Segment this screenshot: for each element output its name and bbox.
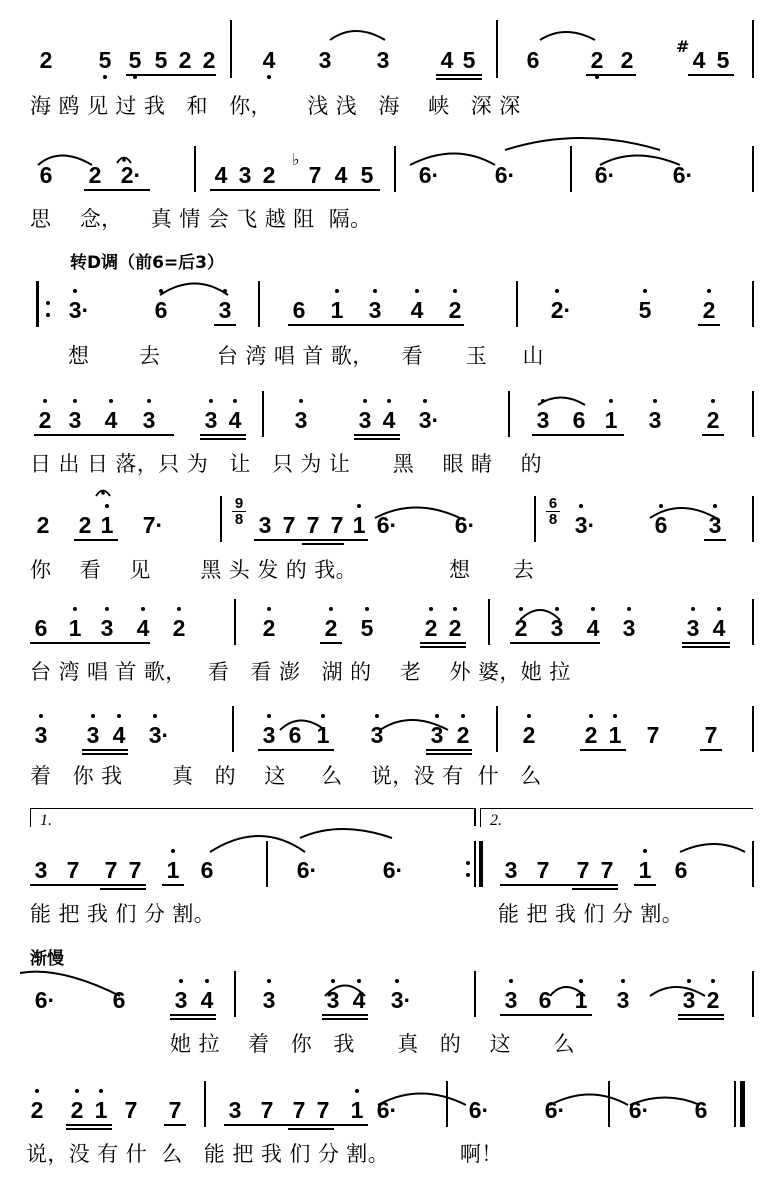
underline (688, 74, 734, 76)
underline (572, 888, 618, 890)
barline (752, 971, 754, 1017)
underline (210, 189, 380, 191)
lyric-line: 着 你 我 真 的 这 么 说，没 有 什 么 (30, 764, 542, 788)
underline (500, 884, 618, 886)
barline (266, 841, 268, 887)
key-change-label: 转D调（前6=后3） (70, 253, 225, 273)
note: 2 (444, 295, 466, 325)
note: 2 (452, 720, 474, 750)
underline (320, 642, 342, 644)
barline (752, 599, 754, 645)
note: 3 (290, 405, 312, 435)
note: 1 (64, 613, 86, 643)
underline (322, 1014, 368, 1016)
underline (164, 1124, 186, 1126)
note: 4 (132, 613, 154, 643)
underline (170, 1014, 216, 1016)
note: 2 (702, 405, 724, 435)
repeat-start-barline (36, 281, 39, 327)
underline (82, 753, 128, 755)
note: 5 (154, 47, 168, 73)
note: 3 (426, 720, 448, 750)
barline (752, 496, 754, 542)
note: 3· (64, 295, 94, 325)
note: 2 (26, 1095, 48, 1125)
lyric-line: 能 把 我 们 分 割。 (498, 902, 684, 926)
volta-end (474, 808, 476, 826)
note: 7 (330, 512, 344, 538)
repeat-dots (466, 873, 470, 877)
note: 1 (96, 510, 118, 540)
note: 2 (168, 613, 190, 643)
barline (262, 391, 264, 437)
flat-sign: ♭ (292, 150, 300, 169)
barline (752, 281, 754, 327)
note: 7 (168, 1097, 182, 1123)
volta-2 (480, 808, 753, 827)
note: 6 (572, 407, 586, 433)
underline (100, 888, 146, 890)
note: 6 (112, 987, 126, 1013)
barline (220, 496, 222, 542)
note: 7 (306, 512, 320, 538)
barline (446, 1081, 448, 1127)
barline (488, 599, 490, 645)
underline (436, 74, 482, 76)
note: 1 (634, 855, 656, 885)
system-3 (0, 295, 780, 335)
note: 2 (39, 47, 53, 73)
underline (170, 1018, 216, 1020)
note: 7 (128, 857, 142, 883)
note: 4 (334, 162, 348, 188)
note: 7 (260, 1097, 274, 1123)
underline (532, 434, 624, 436)
underline (354, 438, 400, 440)
note: 3· (386, 985, 416, 1015)
note: 1 (604, 720, 626, 750)
note: 6· (494, 162, 516, 188)
repeat-dots (466, 861, 470, 865)
note: 3 (644, 405, 666, 435)
note: 3· (144, 720, 174, 750)
note: 6· (544, 1097, 566, 1123)
note: 6 (538, 987, 552, 1013)
system-5 (0, 495, 780, 550)
underline (634, 884, 656, 886)
underline (30, 642, 150, 644)
note: 6 (292, 297, 306, 323)
note: 6· (454, 512, 476, 538)
note: 4 (692, 47, 706, 73)
note: 4 (196, 985, 218, 1015)
lyric-line: 你 看 见 黑 头 发 的 我。 想 去 (30, 558, 535, 582)
barline (204, 1081, 206, 1127)
barline (474, 971, 476, 1017)
barline (496, 20, 498, 78)
barline (394, 146, 396, 192)
note: 7 (536, 857, 550, 883)
note: 7 (66, 857, 80, 883)
note: 1 (90, 1095, 112, 1125)
final-barline (740, 1081, 745, 1127)
tempo-marking: 渐慢 (30, 949, 64, 969)
underline (586, 74, 636, 76)
underline (700, 749, 722, 751)
note: 2 (320, 613, 342, 643)
note: 3 (96, 613, 118, 643)
underline (200, 438, 246, 440)
note: 3 (138, 405, 160, 435)
note: 7 (704, 722, 718, 748)
note: 5 (360, 162, 374, 188)
barline (752, 841, 754, 887)
underline (500, 1014, 592, 1016)
note: 4 (224, 405, 246, 435)
repeat-dots (46, 301, 50, 305)
note: 2 (586, 45, 608, 75)
note: 3 (200, 405, 222, 435)
barline (234, 599, 236, 645)
note: 6 (39, 162, 53, 188)
note: 3 (214, 295, 236, 325)
note: 1 (312, 720, 334, 750)
note: 6· (34, 987, 56, 1013)
underline (698, 324, 720, 326)
note: 2 (36, 512, 50, 538)
system-4 (0, 405, 780, 445)
time-signature: 9 8 (232, 496, 246, 527)
note: 6 (674, 857, 688, 883)
underline (436, 78, 482, 80)
note: 3 (34, 857, 48, 883)
underline (580, 749, 626, 751)
underline (288, 1128, 334, 1130)
note: 4 (378, 405, 400, 435)
note: 4 (708, 613, 730, 643)
note: 6· (418, 162, 440, 188)
note: 3 (364, 295, 386, 325)
lyric-line: 想 去 台 湾 唱 首 歌， 看 玉 山 (68, 344, 544, 368)
note: 5 (94, 45, 116, 75)
volta-1-label: 1. (40, 812, 52, 829)
note: 4 (258, 45, 280, 75)
repeat-end-barline (474, 841, 476, 887)
lyric-line: 能 把 我 们 分 割。 (30, 902, 216, 926)
note: 2 (510, 613, 532, 643)
note: 3 (366, 720, 388, 750)
note: 7· (142, 512, 164, 538)
note: 4 (100, 405, 122, 435)
note: 6 (694, 1097, 708, 1123)
note: 6 (650, 510, 672, 540)
underline (426, 749, 472, 751)
time-signature: 6 8 (546, 496, 560, 527)
underline (682, 642, 730, 644)
note: 3 (82, 720, 104, 750)
note: 3 (258, 512, 272, 538)
system-6 (0, 613, 780, 653)
underline (354, 434, 400, 436)
note: 3· (414, 405, 444, 435)
barline (230, 20, 232, 78)
note: 6· (672, 162, 694, 188)
barline (570, 146, 572, 192)
sharp-sign: # (676, 37, 690, 56)
barline (234, 971, 236, 1017)
note: 7 (576, 857, 590, 883)
note: 2 (34, 405, 56, 435)
note: 7 (282, 512, 296, 538)
barline (608, 1081, 610, 1127)
note: 6· (468, 1097, 490, 1123)
barline (752, 391, 754, 437)
note: 6· (628, 1097, 650, 1123)
note: 3 (322, 985, 344, 1015)
note: 1 (326, 295, 348, 325)
note: 2 (78, 512, 92, 538)
note: 7 (316, 1097, 330, 1123)
barline (752, 146, 754, 192)
underline (678, 1014, 724, 1016)
note: 6· (376, 1097, 398, 1123)
note: 1 (162, 855, 184, 885)
note: 1 (346, 1095, 368, 1125)
underline (66, 1124, 112, 1126)
note: 2 (620, 47, 634, 73)
note: 7 (646, 722, 660, 748)
note: 7 (292, 1097, 306, 1123)
note: 3 (504, 857, 518, 883)
note: 3 (532, 405, 554, 435)
barline (496, 706, 498, 752)
note: 6· (296, 857, 318, 883)
note: 5 (356, 613, 378, 643)
underline (510, 642, 600, 644)
underline (84, 189, 150, 191)
barline (508, 391, 510, 437)
note: 3 (354, 405, 376, 435)
note: 4 (406, 295, 428, 325)
underline (420, 646, 466, 648)
underline (420, 642, 466, 644)
system-9 (0, 985, 780, 1025)
note: 3 (376, 47, 390, 73)
note: 2 (702, 985, 724, 1015)
barline (752, 20, 754, 78)
volta-2-label: 2. (490, 812, 502, 829)
underline (702, 434, 724, 436)
system-7 (0, 720, 780, 760)
note: 6 (526, 47, 540, 73)
note: 2 (444, 613, 466, 643)
underline (214, 324, 236, 326)
note: 2 (66, 1095, 88, 1125)
note: 6· (594, 162, 616, 188)
note: 3 (704, 510, 726, 540)
barline (516, 281, 518, 327)
note: 5 (634, 295, 656, 325)
note: 2 (262, 162, 276, 188)
lyric-line: 思 念， 真 情 会 飞 越 阻 隔。 (30, 207, 372, 231)
barline (258, 281, 260, 327)
note: 7 (104, 857, 118, 883)
final-barline (734, 1081, 736, 1127)
underline (126, 74, 216, 76)
note: 6 (150, 295, 172, 325)
note: 3 (258, 985, 280, 1015)
note: 6 (288, 722, 302, 748)
note: 5 (124, 45, 146, 75)
note: 3 (64, 405, 86, 435)
note: 7 (600, 857, 614, 883)
note: 3 (546, 613, 568, 643)
note: 7 (308, 162, 322, 188)
underline (288, 324, 464, 326)
note: 2· (546, 295, 576, 325)
system-8 (0, 855, 780, 895)
system-2 (0, 150, 780, 200)
note: 1 (600, 405, 622, 435)
note: 3 (228, 1097, 242, 1123)
note: 2 (88, 162, 102, 188)
underline (66, 1128, 112, 1130)
note: 5 (462, 47, 476, 73)
system-1 (0, 37, 780, 85)
underline (678, 1018, 724, 1020)
note: 3 (678, 985, 700, 1015)
note: 3 (238, 162, 252, 188)
volta-1 (30, 808, 475, 827)
underline (82, 749, 128, 751)
barline (752, 706, 754, 752)
underline (322, 1018, 368, 1020)
barline (232, 706, 234, 752)
lyric-line: 海 鸥 见 过 我 和 你， 浅 浅 海 峡 深 深 (30, 94, 521, 118)
note: 6 (34, 615, 48, 641)
note: 3 (318, 47, 332, 73)
note: 6· (382, 857, 404, 883)
underline (30, 884, 146, 886)
note: 2 (420, 613, 442, 643)
underline (200, 434, 246, 436)
lyric-line: 说，没 有 什 么 能 把 我 们 分 割。 啊！ (26, 1142, 503, 1166)
note: 2 (698, 295, 720, 325)
underline (704, 539, 726, 541)
underline (258, 749, 334, 751)
note: 2 (178, 47, 192, 73)
note: 7 (124, 1097, 138, 1123)
system-10 (0, 1095, 780, 1135)
note: 2 (518, 720, 540, 750)
underline (34, 434, 174, 436)
underline (302, 543, 344, 545)
barline (534, 496, 536, 542)
note: 2 (580, 720, 602, 750)
note: 2 (202, 47, 216, 73)
note: 4 (108, 720, 130, 750)
underline (426, 753, 472, 755)
note: 3 (618, 613, 640, 643)
underline (682, 646, 730, 648)
note: 6· (376, 512, 398, 538)
repeat-end-barline (479, 841, 483, 887)
note: 3 (170, 985, 192, 1015)
note: 6 (200, 857, 214, 883)
note: 1 (348, 510, 370, 540)
note: 1 (570, 985, 592, 1015)
lyric-line: 她 拉 着 你 我 真 的 这 么 (170, 1032, 575, 1056)
note: 3· (570, 510, 600, 540)
note: 2 (258, 613, 280, 643)
note: 4 (214, 162, 228, 188)
note: 3 (612, 985, 634, 1015)
note: 3 (258, 720, 280, 750)
underline (254, 539, 368, 541)
note: 3 (30, 720, 52, 750)
lyric-line: 日 出 日 落，只 为 让 只 为 让 黑 眼 睛 的 (30, 452, 543, 476)
note: 4 (440, 47, 454, 73)
note: 4 (348, 985, 370, 1015)
repeat-dots (46, 313, 50, 317)
underline (162, 884, 184, 886)
note: 3 (682, 613, 704, 643)
lyric-line: 台 湾 唱 首 歌， 看 看 澎 湖 的 老 外 婆，她 拉 (30, 660, 571, 684)
note: 5 (716, 47, 730, 73)
note: 2· (120, 162, 142, 188)
underline (74, 539, 118, 541)
note: 3 (500, 985, 522, 1015)
underline (346, 1124, 368, 1126)
barline (194, 146, 196, 192)
note: 4 (582, 613, 604, 643)
